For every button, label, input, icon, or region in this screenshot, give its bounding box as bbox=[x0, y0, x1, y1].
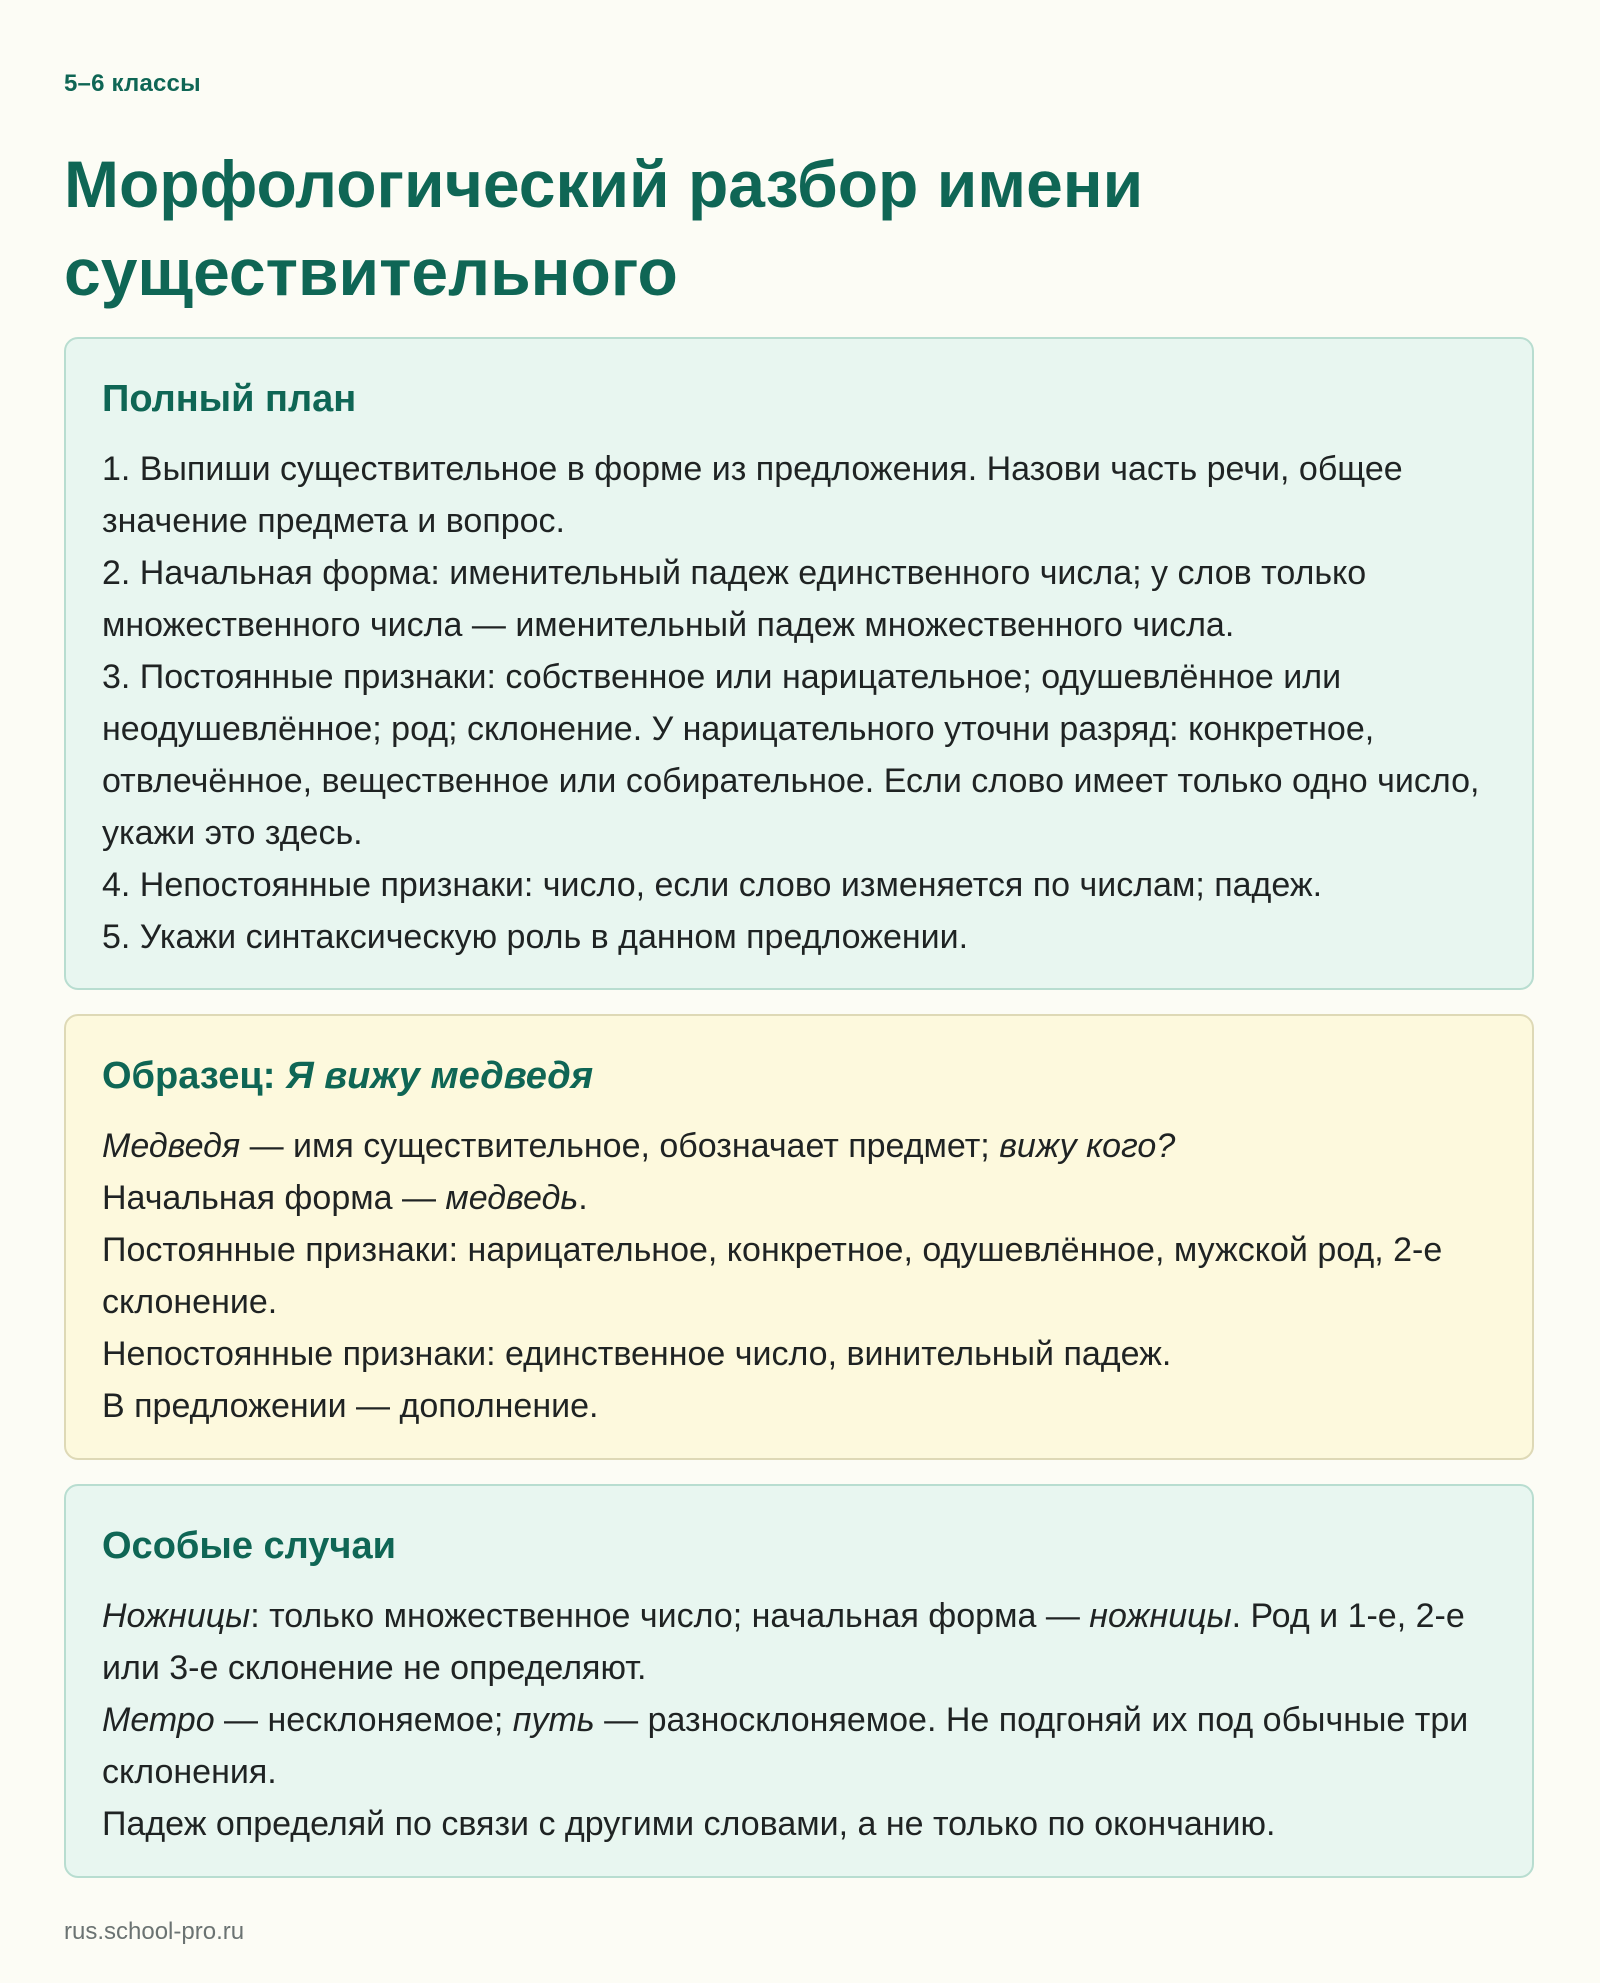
special-case-2-word-2: путь bbox=[512, 1701, 595, 1739]
special-case-1 bbox=[102, 1590, 1496, 1694]
sample-line-2-text: Начальная форма — bbox=[102, 1179, 446, 1217]
sample-line-2-end: . bbox=[578, 1179, 588, 1217]
plan-item-1: 1. Выпиши существительное в форме из предложения. Назови часть речи, общее значение предмета и вопрос. bbox=[102, 450, 1403, 540]
special-case-2-word-1: Метро bbox=[102, 1701, 215, 1739]
page-title: Морфологический разбор имени существительного bbox=[64, 147, 1144, 309]
special-cases-card bbox=[64, 1484, 1534, 1878]
sample-line-4: Непостоянные признаки: единственное число, винительный падеж. bbox=[102, 1335, 1172, 1373]
sample-card bbox=[64, 1014, 1534, 1460]
special-case-1-word: Ножницы bbox=[102, 1597, 251, 1635]
sample-heading bbox=[102, 1050, 1496, 1102]
sample-line-5: В предложении — дополнение. bbox=[102, 1387, 599, 1425]
sample-line-1-text: — имя существительное, обозначает предмет; bbox=[240, 1127, 1000, 1165]
sample-line-3: Постоянные признаки: нарицательное, конкретное, одушевлённое, мужской род, 2-е склонение. bbox=[102, 1231, 1443, 1321]
full-plan-heading: Полный план bbox=[102, 378, 357, 420]
sample-line-1 bbox=[102, 1120, 1496, 1172]
plan-item-4: 4. Непостоянные признаки: число, если слово изменяется по числам; падеж. bbox=[102, 866, 1323, 904]
special-case-3: Падеж определяй по связи с другими словами, а не только по окончанию. bbox=[102, 1805, 1276, 1843]
special-cases-heading: Особые случаи bbox=[102, 1525, 396, 1567]
special-case-1-text: : только множественное число; начальная форма — bbox=[250, 1597, 1090, 1635]
sample-word: Медведя bbox=[102, 1127, 241, 1165]
grade-label: 5–6 классы bbox=[64, 70, 201, 97]
special-case-1-end: . Род и 1-е, 2-е или 3-е склонение не определяют. bbox=[102, 1597, 1465, 1687]
plan-item-5: 5. Укажи синтаксическую роль в данном предложении. bbox=[102, 918, 969, 956]
special-case-1-form: ножницы bbox=[1089, 1597, 1232, 1635]
sample-heading-sentence: Я вижу медведя bbox=[285, 1055, 594, 1097]
special-case-2-text-2: — разносклоняемое. Не подгоняй их под обычные три склонения. bbox=[102, 1701, 1469, 1791]
plan-item-2: 2. Начальная форма: именительный падеж единственного числа; у слов только множественного числа — именительный падеж множественного числа. bbox=[102, 554, 1367, 644]
sample-initial-form: медведь bbox=[445, 1179, 579, 1217]
full-plan-card bbox=[64, 337, 1534, 990]
sample-line-2 bbox=[102, 1172, 1496, 1224]
sample-heading-label: Образец: bbox=[102, 1055, 276, 1097]
sample-question: вижу кого? bbox=[999, 1127, 1176, 1165]
special-case-2-text-1: — несклоняемое; bbox=[214, 1701, 513, 1739]
special-case-2 bbox=[102, 1694, 1496, 1798]
plan-item-3: 3. Постоянные признаки: собственное или нарицательное; одушевлённое или неодушевлённое; род; склонение. У нарицательного уточни разряд: конкретное, отвлечённое, вещественное или собирательное. Если слово имеет только одно число, укажи это здесь. bbox=[102, 658, 1480, 852]
footer-site-url: rus.school-pro.ru bbox=[64, 1918, 245, 1945]
